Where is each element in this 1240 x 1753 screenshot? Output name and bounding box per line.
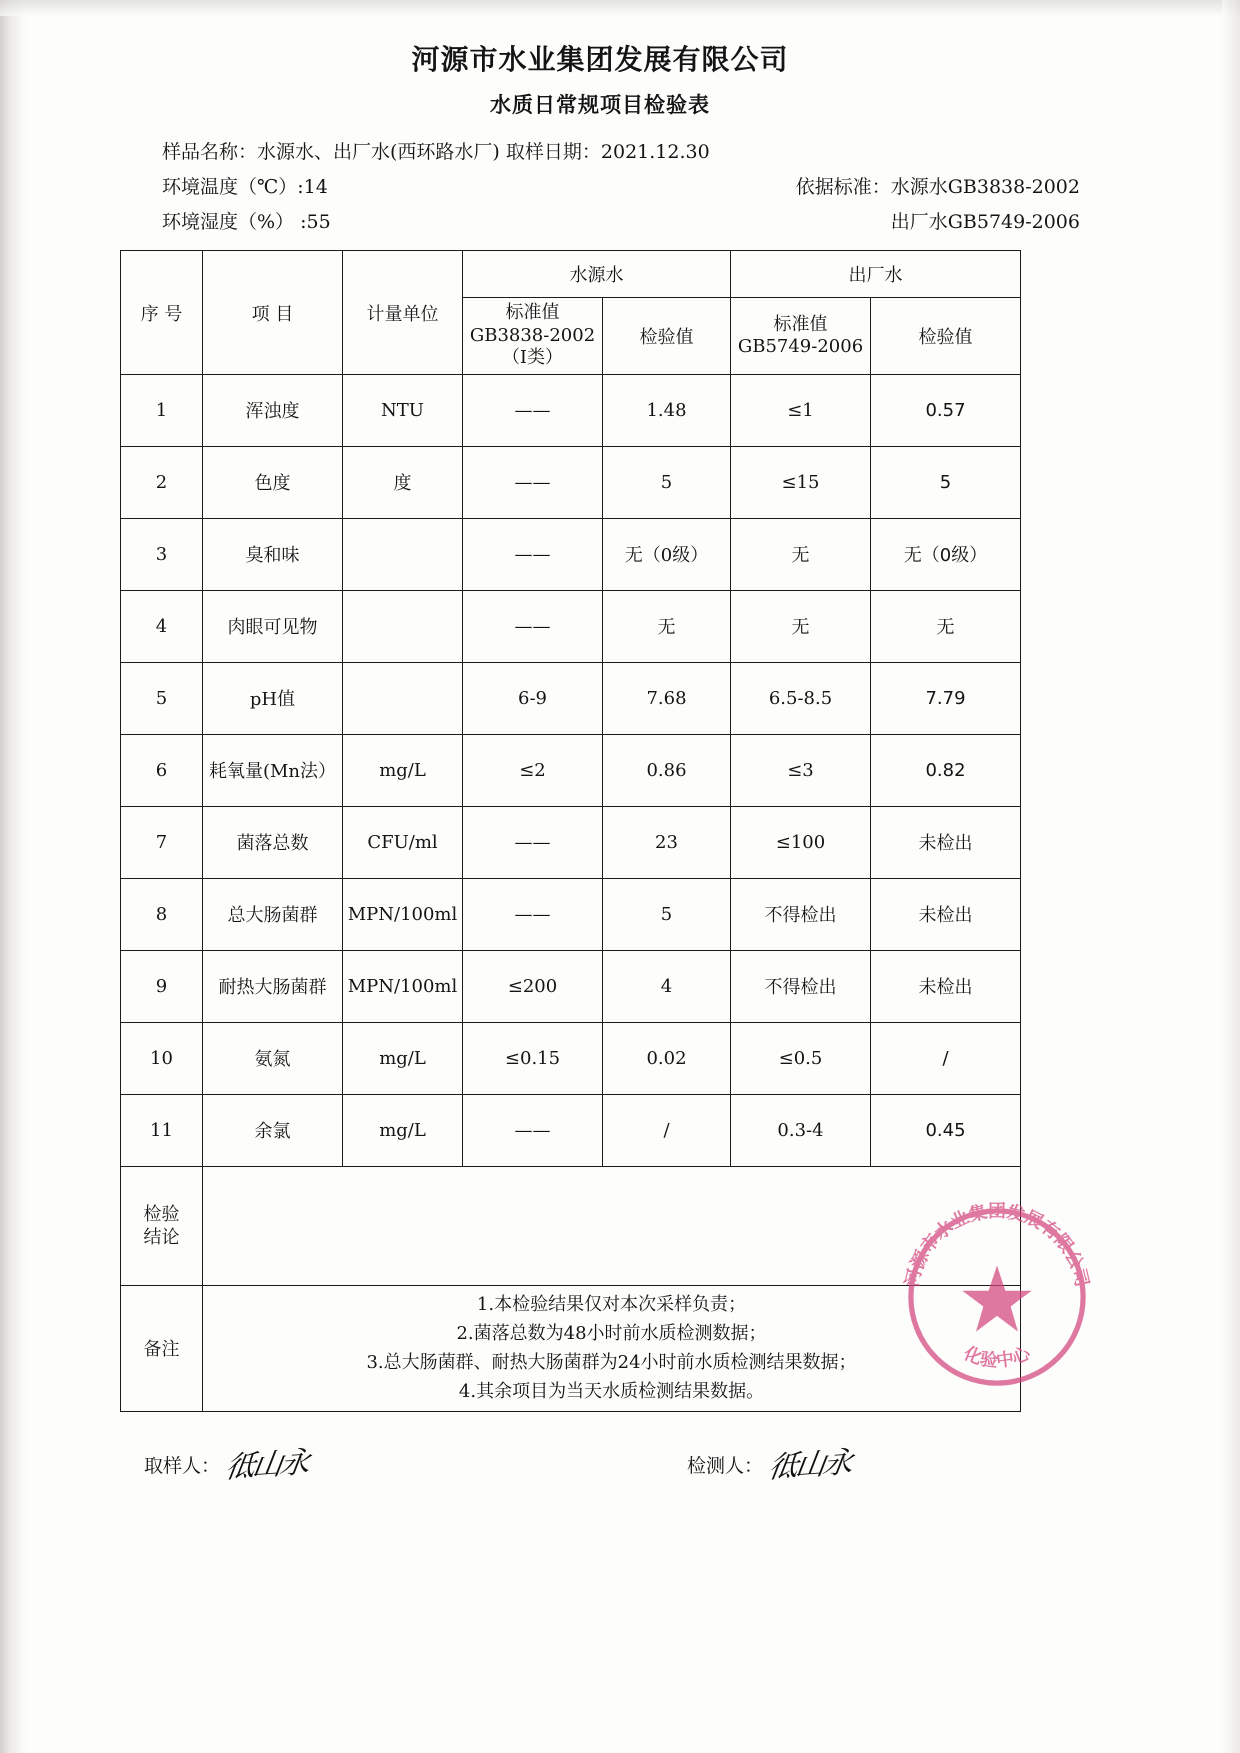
cell-item: pH值 bbox=[203, 662, 343, 734]
cell-val-source: 1.48 bbox=[603, 374, 731, 446]
header-std-source-l3: （Ⅰ类） bbox=[501, 347, 564, 369]
cell-no: 10 bbox=[121, 1022, 203, 1094]
cell-item: 耗氧量(Mn法） bbox=[203, 734, 343, 806]
cell-item: 余氯 bbox=[203, 1094, 343, 1166]
scan-edge-top bbox=[0, 0, 1240, 16]
cell-no: 2 bbox=[121, 446, 203, 518]
header-std-output-l2: GB5749-2006 bbox=[737, 336, 864, 358]
header-std-source-l1: 标准值 bbox=[505, 302, 560, 324]
remark-row bbox=[121, 1285, 1021, 1411]
cell-std-source: ≤0.15 bbox=[463, 1022, 603, 1094]
svg-text:化验中心: 化验中心 bbox=[960, 1343, 1034, 1372]
cell-std-output: ≤1 bbox=[731, 374, 871, 446]
cell-val-output: 未检出 bbox=[871, 878, 1021, 950]
sample-name-label: 样品名称： bbox=[162, 141, 258, 163]
env-humidity-label: 环境湿度（%） : bbox=[162, 211, 307, 234]
cell-val-output: 无（0级） bbox=[871, 518, 1021, 590]
header-val-output: 检验值 bbox=[871, 298, 1021, 375]
cell-unit: mg/L bbox=[343, 734, 463, 806]
cell-no: 3 bbox=[121, 518, 203, 590]
cell-item: 肉眼可见物 bbox=[203, 590, 343, 662]
standard-output: 出厂水GB5749-2006 bbox=[890, 211, 1080, 234]
cell-item: 臭和味 bbox=[203, 518, 343, 590]
cell-std-output: 6.5-8.5 bbox=[731, 662, 871, 734]
cell-std-source: 6-9 bbox=[463, 662, 603, 734]
cell-val-source: 5 bbox=[603, 878, 731, 950]
table-row bbox=[121, 734, 1021, 806]
cell-val-source: 5 bbox=[603, 446, 731, 518]
remark-line: 2.菌落总数为48小时前水质检测数据； bbox=[456, 1323, 767, 1345]
conclusion-text bbox=[203, 1166, 1021, 1285]
meta-row-sample bbox=[120, 135, 1080, 170]
cell-std-source: —— bbox=[463, 446, 603, 518]
table-row bbox=[121, 950, 1021, 1022]
cell-unit bbox=[343, 662, 463, 734]
cell-no: 7 bbox=[121, 806, 203, 878]
cell-val-source: 4 bbox=[603, 950, 731, 1022]
tester-signature: 彽山永 bbox=[765, 1444, 853, 1486]
table-row bbox=[121, 806, 1021, 878]
header-unit: 计量单位 bbox=[343, 251, 463, 375]
cell-val-output: 无 bbox=[871, 590, 1021, 662]
cell-item: 色度 bbox=[203, 446, 343, 518]
cell-val-source: / bbox=[603, 1094, 731, 1166]
cell-val-output: 7.79 bbox=[871, 662, 1021, 734]
cell-no: 11 bbox=[121, 1094, 203, 1166]
cell-std-output: 不得检出 bbox=[731, 950, 871, 1022]
cell-unit: CFU/ml bbox=[343, 806, 463, 878]
form-title: 水质日常规项目检验表 bbox=[490, 93, 710, 117]
cell-std-source: ≤200 bbox=[463, 950, 603, 1022]
cell-unit bbox=[343, 590, 463, 662]
cell-val-output: 未检出 bbox=[871, 950, 1021, 1022]
cell-std-output: ≤3 bbox=[731, 734, 871, 806]
tester-label: 检测人： bbox=[687, 1454, 764, 1477]
cell-std-source: —— bbox=[463, 878, 603, 950]
header-item: 项 目 bbox=[203, 251, 343, 375]
sampling-date-value: 2021.12.30 bbox=[600, 141, 710, 163]
standard-source: 水源水GB3838-2002 bbox=[890, 176, 1080, 199]
cell-item: 总大肠菌群 bbox=[203, 878, 343, 950]
header-group-output-water: 出厂水 bbox=[731, 251, 1021, 298]
table-row bbox=[121, 446, 1021, 518]
cell-unit: MPN/100ml bbox=[343, 878, 463, 950]
cell-val-output: 0.82 bbox=[871, 734, 1021, 806]
cell-val-output: / bbox=[871, 1022, 1021, 1094]
tester-block bbox=[687, 1434, 853, 1486]
conclusion-label-line2: 结论 bbox=[143, 1226, 180, 1248]
sample-line bbox=[120, 135, 710, 170]
table-row bbox=[121, 590, 1021, 662]
sample-name-value: 水源水、出厂水(西环路水厂) bbox=[257, 141, 500, 163]
header-std-source bbox=[463, 298, 603, 375]
table-row bbox=[121, 374, 1021, 446]
cell-val-source: 23 bbox=[603, 806, 731, 878]
header-no: 序 号 bbox=[121, 251, 203, 375]
cell-val-output: 0.45 bbox=[871, 1094, 1021, 1166]
scan-edge-left bbox=[0, 0, 26, 1753]
meta-row-humidity bbox=[120, 205, 1080, 240]
sampler-signature: 彽山永 bbox=[222, 1444, 310, 1486]
cell-unit: MPN/100ml bbox=[343, 950, 463, 1022]
env-temp-value: 14 bbox=[303, 176, 328, 199]
remark-label: 备注 bbox=[121, 1285, 203, 1411]
cell-std-source: ≤2 bbox=[463, 734, 603, 806]
cell-std-output: 无 bbox=[731, 518, 871, 590]
table-row bbox=[121, 1022, 1021, 1094]
standard-source-line bbox=[796, 170, 1080, 205]
remark-line: 1.本检验结果仅对本次采样负责； bbox=[476, 1293, 747, 1315]
env-temp-label: 环境温度（℃）: bbox=[162, 176, 304, 199]
cell-std-source: —— bbox=[463, 1094, 603, 1166]
header-std-source-l2: GB3838-2002 bbox=[469, 324, 596, 346]
table-row bbox=[121, 1094, 1021, 1166]
conclusion-row bbox=[121, 1166, 1021, 1285]
cell-std-source: —— bbox=[463, 806, 603, 878]
cell-no: 4 bbox=[121, 590, 203, 662]
conclusion-label bbox=[121, 1166, 203, 1285]
header-std-output bbox=[731, 298, 871, 375]
cell-unit: NTU bbox=[343, 374, 463, 446]
cell-item: 浑浊度 bbox=[203, 374, 343, 446]
header-group-source-water: 水源水 bbox=[463, 251, 731, 298]
table-row bbox=[121, 662, 1021, 734]
cell-item: 菌落总数 bbox=[203, 806, 343, 878]
cell-val-output: 未检出 bbox=[871, 806, 1021, 878]
table-row bbox=[121, 518, 1021, 590]
cell-std-output: 不得检出 bbox=[731, 878, 871, 950]
cell-std-source: —— bbox=[463, 518, 603, 590]
meta-row-temp bbox=[120, 170, 1080, 205]
cell-val-output: 5 bbox=[871, 446, 1021, 518]
cell-val-output: 0.57 bbox=[871, 374, 1021, 446]
cell-val-source: 0.02 bbox=[603, 1022, 731, 1094]
company-title: 河源市水业集团发展有限公司 bbox=[411, 43, 789, 76]
document-body bbox=[120, 42, 1093, 1486]
cell-no: 1 bbox=[121, 374, 203, 446]
cell-std-output: ≤15 bbox=[731, 446, 871, 518]
remark-body bbox=[203, 1285, 1021, 1411]
sampler-block bbox=[144, 1434, 310, 1486]
header-std-output-l1: 标准值 bbox=[773, 313, 828, 335]
cell-std-output: ≤100 bbox=[731, 806, 871, 878]
cell-unit bbox=[343, 518, 463, 590]
remark-line: 4.其余项目为当天水质检测结果数据。 bbox=[458, 1381, 765, 1403]
inspection-table bbox=[120, 250, 1021, 1411]
cell-std-output: ≤0.5 bbox=[731, 1022, 871, 1094]
cell-std-output: 0.3-4 bbox=[731, 1094, 871, 1166]
cell-std-source: —— bbox=[463, 374, 603, 446]
scan-edge-right bbox=[1222, 0, 1240, 1753]
cell-item: 氨氮 bbox=[203, 1022, 343, 1094]
cell-unit: 度 bbox=[343, 446, 463, 518]
cell-unit: mg/L bbox=[343, 1022, 463, 1094]
table-row bbox=[121, 878, 1021, 950]
cell-no: 5 bbox=[121, 662, 203, 734]
header-val-source: 检验值 bbox=[603, 298, 731, 375]
env-temp bbox=[120, 170, 328, 205]
cell-no: 9 bbox=[121, 950, 203, 1022]
cell-std-source: —— bbox=[463, 590, 603, 662]
cell-val-source: 无（0级） bbox=[603, 518, 731, 590]
sampler-label: 取样人： bbox=[144, 1454, 221, 1477]
cell-std-output: 无 bbox=[731, 590, 871, 662]
env-humidity-value: 55 bbox=[306, 211, 331, 234]
cell-val-source: 0.86 bbox=[603, 734, 731, 806]
cell-val-source: 无 bbox=[603, 590, 731, 662]
signature-row bbox=[120, 1434, 1080, 1486]
standard-label: 依据标准： bbox=[795, 176, 891, 199]
svg-text:河源市水业集团发展有限公司: 河源市水业集团发展有限公司 bbox=[901, 1201, 1093, 1289]
sampling-date-label: 取样日期： bbox=[505, 141, 601, 163]
cell-val-source: 7.68 bbox=[603, 662, 731, 734]
cell-no: 6 bbox=[121, 734, 203, 806]
cell-unit: mg/L bbox=[343, 1094, 463, 1166]
remark-line: 3.总大肠菌群、耐热大肠菌群为24小时前水质检测结果数据； bbox=[366, 1352, 857, 1374]
document-meta bbox=[120, 135, 1080, 240]
conclusion-label-line1: 检验 bbox=[143, 1203, 180, 1225]
cell-no: 8 bbox=[121, 878, 203, 950]
env-humidity bbox=[120, 205, 331, 240]
cell-item: 耐热大肠菌群 bbox=[203, 950, 343, 1022]
table-group-header-row bbox=[121, 251, 1021, 298]
